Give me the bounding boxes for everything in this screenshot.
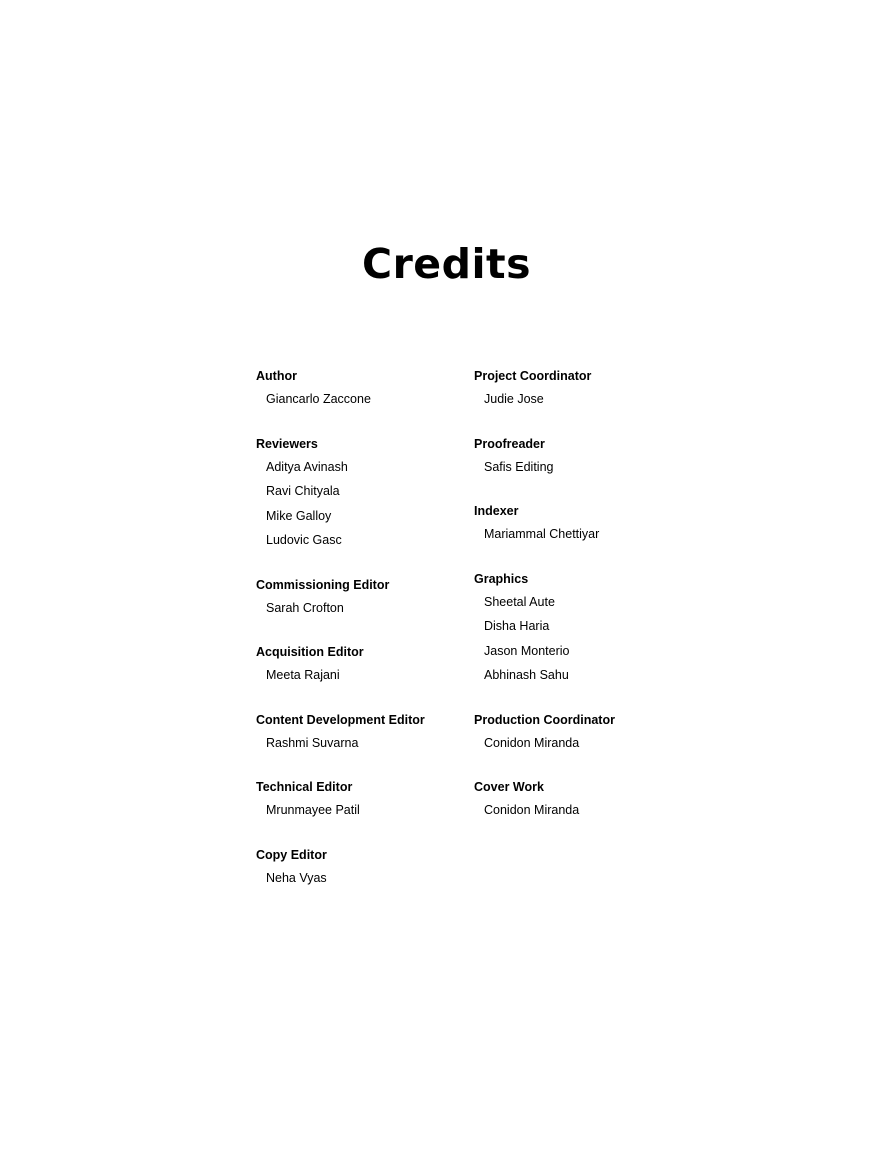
credit-name: Sheetal Aute bbox=[484, 594, 555, 609]
credit-section-commissioning-editor bbox=[256, 577, 461, 621]
credit-name: Giancarlo Zaccone bbox=[266, 392, 371, 406]
role-label: Proofreader bbox=[474, 436, 545, 451]
role-label: Copy Editor bbox=[256, 847, 327, 862]
credit-name: Mrunmayee Patil bbox=[266, 803, 360, 817]
credit-name: Sarah Crofton bbox=[266, 600, 344, 615]
credit-name: Jason Monterio bbox=[484, 643, 570, 658]
credit-name: Disha Haria bbox=[484, 619, 550, 633]
role-label: Production Coordinator bbox=[474, 712, 615, 727]
credit-name: Conidon Miranda bbox=[484, 735, 580, 750]
credit-name: Rashmi Suvarna bbox=[266, 735, 359, 750]
credit-section-author bbox=[256, 368, 461, 412]
credit-name: Meeta Rajani bbox=[266, 668, 340, 682]
credit-name: Aditya Avinash bbox=[266, 459, 348, 474]
role-label: Acquisition Editor bbox=[256, 645, 364, 659]
credits-right-column bbox=[474, 368, 679, 847]
role-label: Indexer bbox=[474, 504, 519, 518]
credit-section-graphics bbox=[474, 571, 679, 688]
role-label: Technical Editor bbox=[256, 780, 353, 794]
role-label: Cover Work bbox=[474, 780, 544, 794]
credit-section-content-development-editor bbox=[256, 712, 461, 756]
credit-name: Mariammal Chettiyar bbox=[484, 527, 600, 541]
credit-name: Mike Galloy bbox=[266, 508, 332, 523]
credit-name: Safis Editing bbox=[484, 459, 554, 474]
credit-section-acquisition-editor bbox=[256, 644, 461, 688]
credit-section-copy-editor bbox=[256, 847, 461, 891]
credit-name: Ludovic Gasc bbox=[266, 533, 342, 547]
credit-name: Ravi Chityala bbox=[266, 484, 340, 498]
credits-left-column bbox=[256, 368, 461, 914]
credit-section-reviewers bbox=[256, 436, 461, 553]
page-title: Credits bbox=[361, 240, 532, 288]
credit-section-proofreader bbox=[474, 436, 679, 480]
role-label: Author bbox=[256, 369, 297, 383]
role-label: Content Development Editor bbox=[256, 712, 425, 727]
role-label: Project Coordinator bbox=[474, 369, 592, 383]
credit-section-technical-editor bbox=[256, 779, 461, 823]
credit-section-production-coordinator bbox=[474, 712, 679, 756]
role-label: Commissioning Editor bbox=[256, 577, 390, 592]
credit-section-cover-work bbox=[474, 779, 679, 823]
credit-name: Conidon Miranda bbox=[484, 803, 580, 817]
credit-section-project-coordinator bbox=[474, 368, 679, 412]
credit-name: Judie Jose bbox=[484, 392, 544, 406]
credit-name: Abhinash Sahu bbox=[484, 668, 569, 682]
credit-section-indexer bbox=[474, 503, 679, 547]
role-label: Graphics bbox=[474, 571, 529, 586]
credit-name: Neha Vyas bbox=[266, 870, 327, 885]
role-label: Reviewers bbox=[256, 436, 318, 451]
